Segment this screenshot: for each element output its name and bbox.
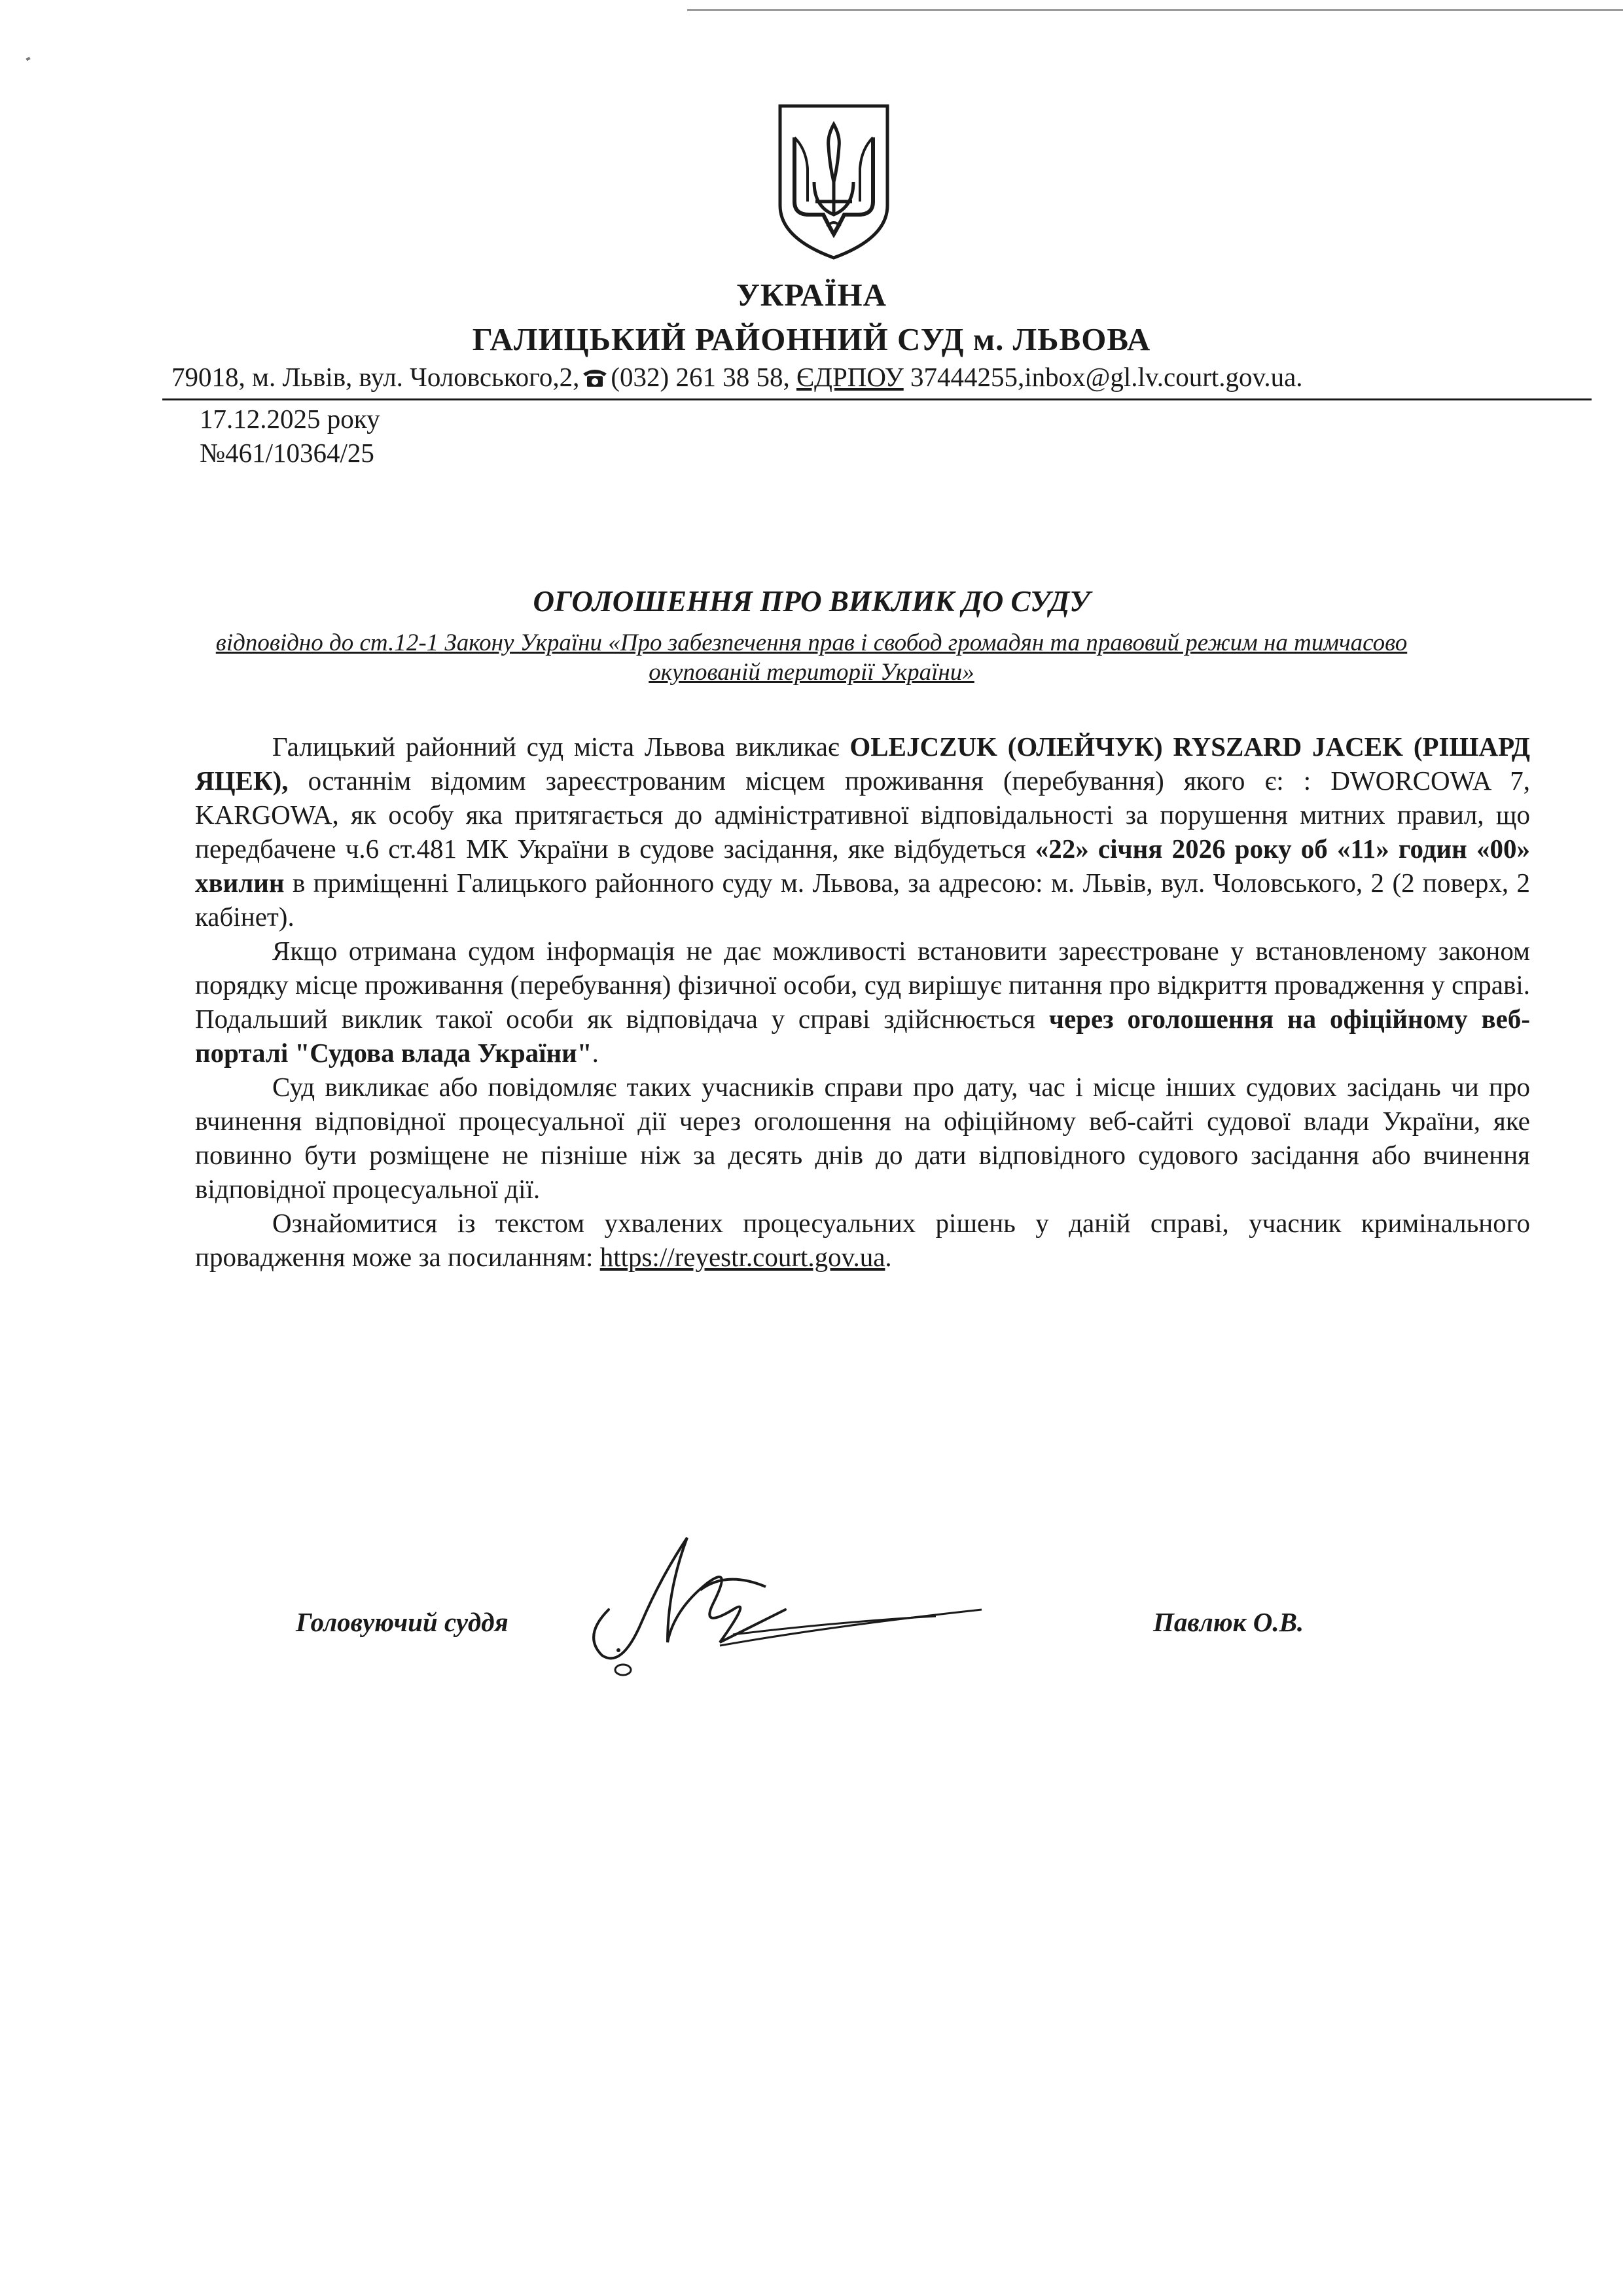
court-address: 79018, м. Львів, вул. Чоловського,2, — [171, 362, 580, 392]
header-divider — [162, 398, 1592, 400]
scan-edge-line — [687, 9, 1623, 11]
judge-name: Павлюк О.В. — [1153, 1607, 1304, 1637]
p2-portal-notice: через оголошення на офіційному веб-порталі "Судова влада України" — [195, 1004, 1530, 1068]
court-address-line — [171, 361, 1585, 393]
presiding-judge-label: Головуючий суддя — [296, 1607, 508, 1637]
p1-text-b: останнім відомим зареєстрованим місцем проживання (перебування) якого є: : DWORCOWA 7, KARGOWA, як особу яка притягається до адміністративної відповідальності за порушення митних правил, що передбачене ч.6 ст.481 МК України в судове засідання, яке відбудеться — [195, 766, 1530, 864]
p1-text-c: в приміщенні Галицького районного суду м. Львова, за адресою: м. Львів, вул. Чоловського, 2 (2 поверх, 2 кабінет). — [195, 868, 1530, 932]
trident-coat-of-arms-icon — [776, 103, 891, 260]
registration-number: №461/10364/25 — [200, 438, 374, 468]
p4-text-end: . — [885, 1242, 892, 1272]
notice-subtitle: відповідно до ст.12-1 Закону України «Про забезпечення прав і свобод громадян та правовий режим на тимчасово окупованій території України» — [215, 629, 1408, 686]
p4-text-a: Ознайомитися із текстом ухвалених процесуальних рішень у даній справі, учасник кримінального провадження може за посиланням: — [195, 1208, 1530, 1272]
hearing-datetime: «22» січня 2026 року об «11» годин «00» хвилин — [195, 834, 1530, 898]
court-phone: (032) 261 38 58, — [611, 362, 790, 392]
notice-title: ОГОЛОШЕННЯ ПРО ВИКЛИК ДО СУДУ — [533, 585, 1090, 618]
paragraph-registry — [195, 1206, 1530, 1274]
notice-body — [195, 730, 1530, 1274]
paragraph-summons — [195, 730, 1530, 934]
telephone-icon — [582, 366, 608, 388]
defendant-name: OLEJCZUK (ОЛЕЙЧУК) RYSZARD JACEK (РІШАРД ЯЦЕК), — [195, 732, 1530, 796]
p1-text-a: Галицький районний суд міста Львова викликає — [272, 732, 850, 762]
edrpou-email: 37444255,inbox@gl.lv.court.gov.ua. — [910, 362, 1303, 392]
handwritten-signature — [569, 1511, 988, 1682]
paragraph-procedure — [195, 934, 1530, 1070]
p2-text-a: Якщо отримана судом інформація не дає можливості встановити зареєстроване у встановленому законом порядку місце проживання (перебування) фізичної особи, суд вирішує питання про відкриття провадження у справі. Подальший виклик такої особи як відповідача у справі здійснюється — [195, 936, 1530, 1034]
edrpou-label: ЄДРПОУ — [796, 362, 904, 392]
p2-text-end: . — [592, 1038, 599, 1068]
paragraph-notification: Суд викликає або повідомляє таких учасників справи про дату, час і місце інших судових засідань чи про вчинення відповідної процесуальної дії через оголошення на офіційному веб-сайті судової влади України, яке повинно бути розміщене не пізніше ніж за десять днів до дати відповідного судового засідання або вчинення відповідної процесуальної дії. — [195, 1072, 1530, 1204]
registry-link[interactable]: https://reyestr.court.gov.ua — [599, 1242, 885, 1272]
country-heading: УКРАЇНА — [736, 277, 887, 313]
document-date: 17.12.2025 року — [200, 404, 380, 434]
court-name-heading: ГАЛИЦЬКИЙ РАЙОННИЙ СУД м. ЛЬВОВА — [472, 321, 1151, 357]
scan-speck — [26, 57, 30, 61]
